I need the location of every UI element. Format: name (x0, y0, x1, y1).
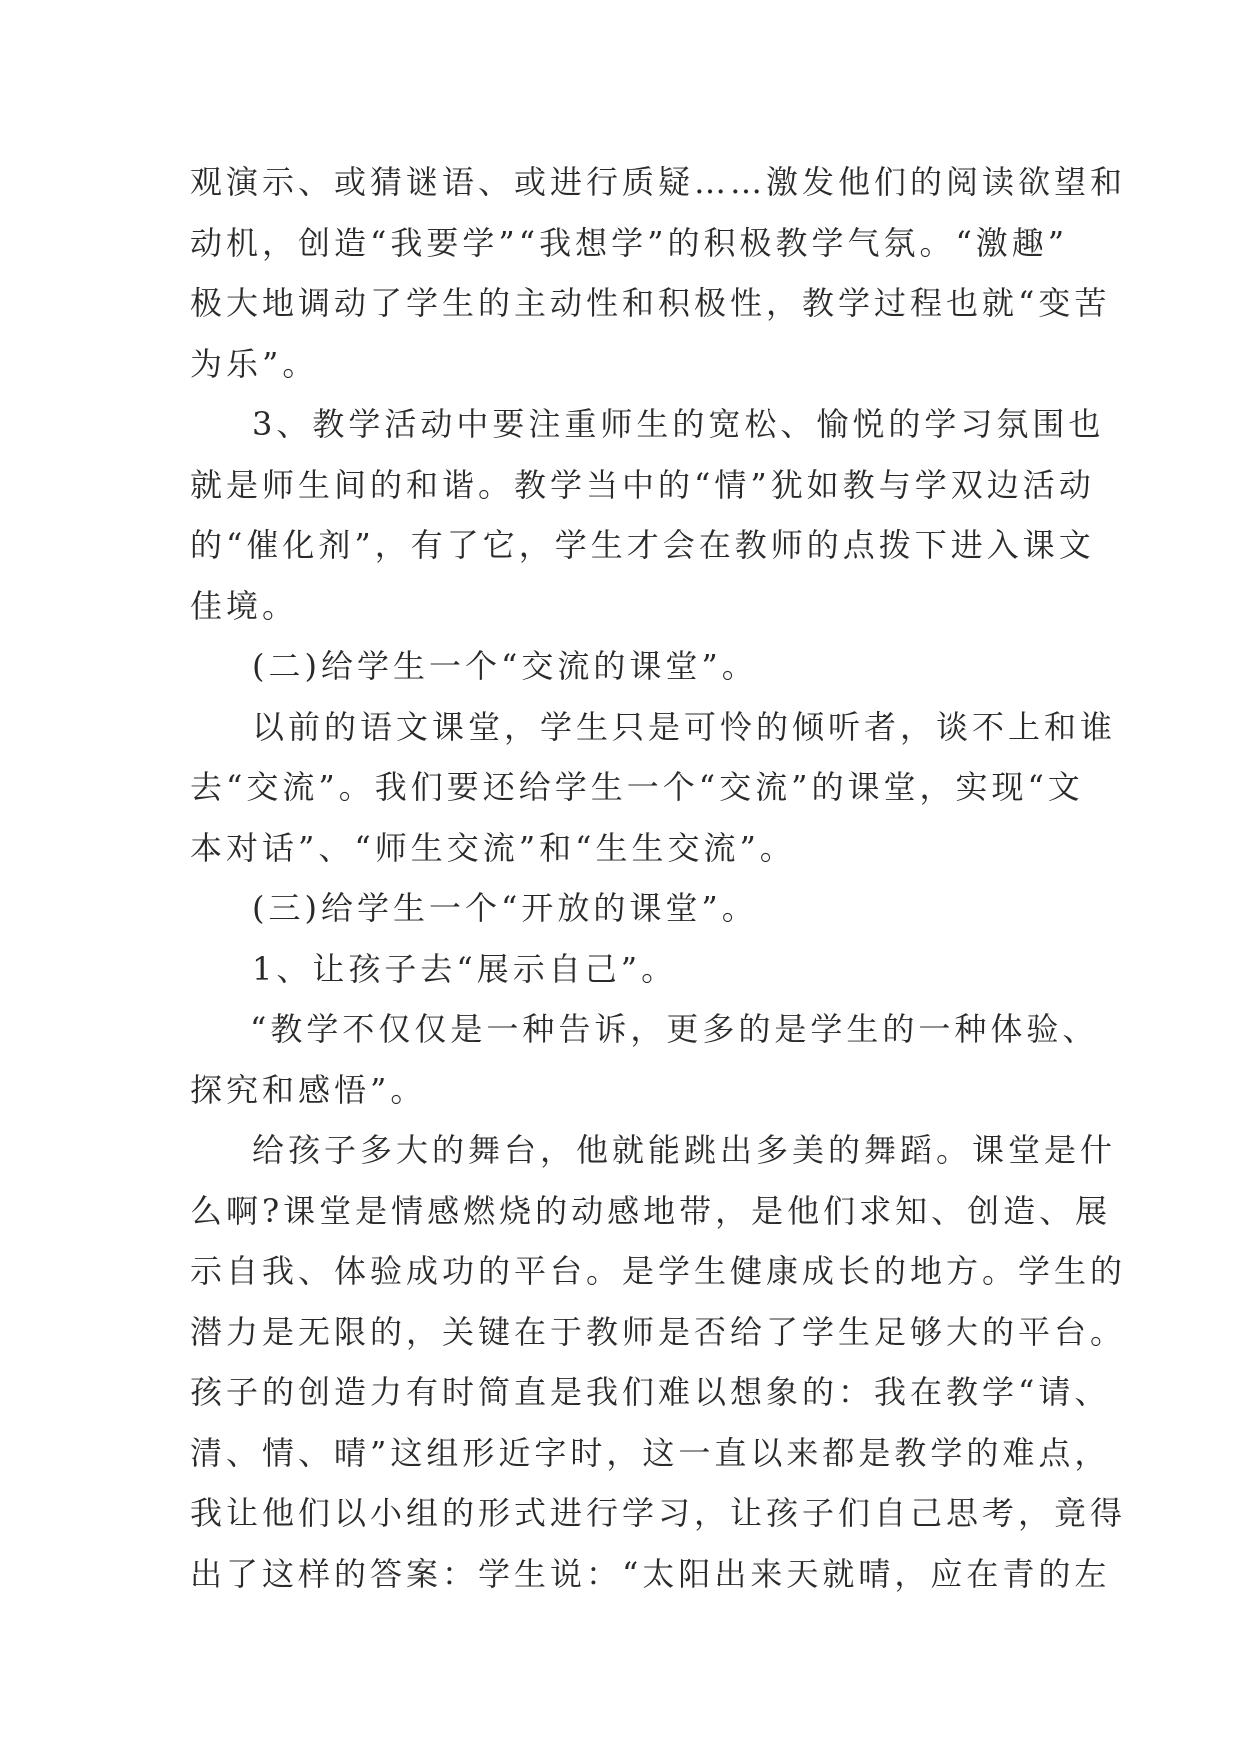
text-line: 极大地调动了学生的主动性和积极性，教学过程也就“变苦 (190, 284, 1111, 322)
text-line: 清、情、晴”这组形近字时，这一直以来都是教学的难点， (190, 1433, 1111, 1472)
text-line: 佳境。 (190, 586, 299, 625)
text-line: 去“交流”。我们要还给学生一个“交流”的课堂，实现“文 (190, 768, 1084, 806)
text-line: 就是师生间的和谐。教学当中的“情”犹如教与学双边活动 (190, 465, 1095, 504)
text-line: 示自我、体验成功的平台。是学生健康成长的地方。学生的 (190, 1252, 1127, 1290)
text-line: 动机，创造“我要学”“我想学”的积极教学气氛。“激趣” (190, 223, 1069, 262)
paragraph-start-line: 3、教学活动中要注重师生的宽松、愉悦的学习氛围也 (252, 405, 1105, 443)
text-line: 我让他们以小组的形式进行学习，让孩子们自己思考，竟得 (190, 1494, 1127, 1532)
text-line: 为乐”。 (190, 344, 319, 383)
document-body (190, 152, 1127, 1604)
text-line: 出了这样的答案：学生说：“太阳出来天就晴，应在青的左 (190, 1554, 1111, 1593)
subsection-heading: 1、让孩子去“展示自己”。 (252, 949, 678, 988)
section-heading: (三)给学生一个“开放的课堂”。 (252, 889, 758, 927)
text-line: 的“催化剂”，有了它，学生才会在教师的点拨下进入课文 (190, 526, 1095, 564)
text-line: 孩子的创造力有时简直是我们难以想象的：我在教学“请、 (190, 1373, 1111, 1411)
paragraph-start-line: 以前的语文课堂，学生只是可怜的倾听者，谈不上和谁 (252, 707, 1117, 746)
text-line: 探究和感悟”。 (190, 1070, 427, 1109)
section-heading: (二)给学生一个“交流的课堂”。 (252, 647, 758, 685)
text-line: 观演示、或猜谜语、或进行质疑……激发他们的阅读欲望和 (190, 163, 1127, 201)
quote-line: “教学不仅仅是一种告诉，更多的是学生的一种体验、 (250, 1010, 1099, 1048)
text-line: 潜力是无限的，关键在于教师是否给了学生足够大的平台。 (190, 1312, 1127, 1351)
text-line: 么啊?课堂是情感燃烧的动感地带，是他们求知、创造、展 (190, 1191, 1112, 1230)
paragraph-start-line: 给孩子多大的舞台，他就能跳出多美的舞蹈。课堂是什 (252, 1131, 1117, 1169)
text-line: 本对话”、“师生交流”和“生生交流”。 (190, 828, 796, 867)
